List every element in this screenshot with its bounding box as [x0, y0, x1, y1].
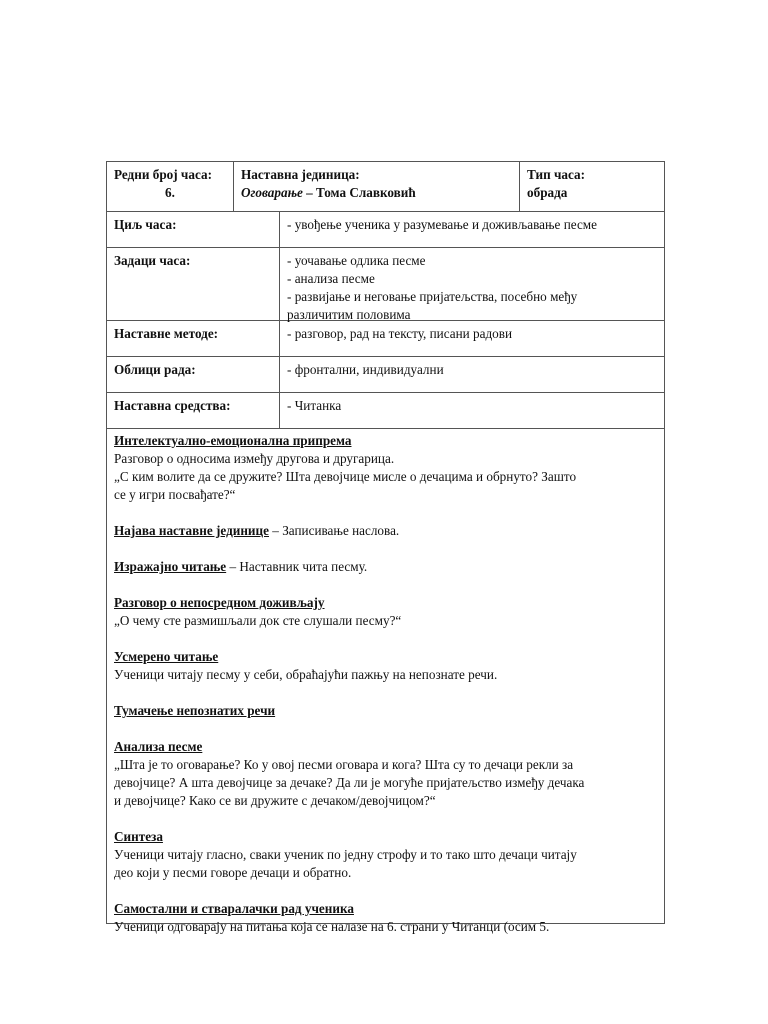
- section-title: Најава наставне јединице: [114, 523, 269, 538]
- row-label: Задаци часа:: [114, 253, 191, 268]
- content-line: - фронтални, индивидуални: [287, 362, 444, 377]
- methods-row: [107, 321, 664, 357]
- section-title: Разговор о непосредном доживљају: [114, 595, 325, 610]
- section-title: Синтеза: [114, 829, 163, 844]
- section-text: Ученици одговарају на питања која се налазе на 6. страни у Читанци (осим 5.: [114, 919, 550, 934]
- row-content: [279, 321, 664, 356]
- section-text: Разговор о односима између другова и другарица.: [114, 451, 395, 466]
- section-text: „С ким волите да се дружите? Шта девојчице мисле о дечацима и обрнуто? Зашто: [114, 469, 577, 484]
- lesson-number-label: Редни број часа:: [114, 167, 212, 182]
- section-text: део који у песми говоре дечаци и обратно.: [114, 865, 352, 880]
- lesson-number-cell: [107, 162, 233, 211]
- section-text: „О чему сте размишљали док сте слушали песму?“: [114, 613, 402, 628]
- tasks-row: [107, 248, 664, 321]
- section-text: „Шта је то оговарање? Ко у овој песми оговара и кога? Шта су то дечаци рекли за: [114, 757, 574, 772]
- section-title: Усмерено читање: [114, 649, 219, 664]
- teaching-unit-cell: [233, 162, 519, 211]
- lesson-plan-table: [106, 161, 665, 934]
- row-content: [279, 212, 664, 247]
- section-title: Изражајно читање: [114, 559, 227, 574]
- content-line: - развијање и неговање пријатељства, посебно међу: [287, 289, 578, 304]
- lesson-number-value: 6.: [165, 185, 175, 200]
- content-line: - увођење ученика у разумевање и доживљавање песме: [287, 217, 598, 232]
- row-content: [279, 248, 664, 320]
- section-text: – Наставник чита песму.: [226, 559, 368, 574]
- lesson-type-label: Тип часа:: [527, 167, 585, 182]
- lesson-type-cell: [519, 162, 664, 211]
- section-text: Ученици читају гласно, сваки ученик по једну строфу и то тако што дечаци читају: [114, 847, 577, 862]
- work-forms-row: [107, 357, 664, 393]
- lesson-body-row: [107, 429, 664, 934]
- teaching-unit-label: Наставна јединица:: [241, 167, 360, 182]
- teaching-unit-title: [241, 184, 512, 202]
- content-line: - уочавање одлика песме: [287, 253, 426, 268]
- section-line: [114, 522, 657, 540]
- section-title: Тумачење непознатих речи: [114, 703, 276, 718]
- row-label: Циљ часа:: [114, 217, 177, 232]
- section-title: Интелектуално-емоционална припрема: [114, 433, 352, 448]
- header-row: [107, 162, 664, 212]
- section-text: се у игри посвађате?“: [114, 487, 236, 502]
- materials-row: [107, 393, 664, 429]
- teaching-unit-title-rest: – Тома Славковић: [302, 185, 416, 200]
- row-content: [279, 357, 664, 392]
- section-text: Ученици читају песму у себи, обраћајући пажњу на непознате речи.: [114, 667, 498, 682]
- row-content: [279, 393, 664, 428]
- section-title: Анализа песме: [114, 739, 203, 754]
- lesson-body: [107, 429, 664, 934]
- section-title: Самостални и стваралачки рад ученика: [114, 901, 354, 916]
- section-line: [114, 558, 657, 576]
- content-line: различитим половима: [287, 307, 411, 322]
- row-label: Облици рада:: [114, 362, 196, 377]
- section-text: девојчице? А шта девојчице за дечаке? Да ли је могуће пријатељство између дечака: [114, 775, 585, 790]
- row-label: Наставна средства:: [114, 398, 231, 413]
- section-text: – Записивање наслова.: [269, 523, 400, 538]
- content-line: - Читанка: [287, 398, 342, 413]
- lesson-type-value: обрада: [527, 185, 568, 200]
- teaching-unit-title-italic: Оговарање: [241, 185, 303, 200]
- section-text: и девојчице? Како се ви дружите с дечаком/девојчицом?“: [114, 793, 436, 808]
- content-line: - анализа песме: [287, 271, 375, 286]
- content-line: - разговор, рад на тексту, писани радови: [287, 326, 513, 341]
- row-label: Наставне методе:: [114, 326, 219, 341]
- goal-row: [107, 212, 664, 248]
